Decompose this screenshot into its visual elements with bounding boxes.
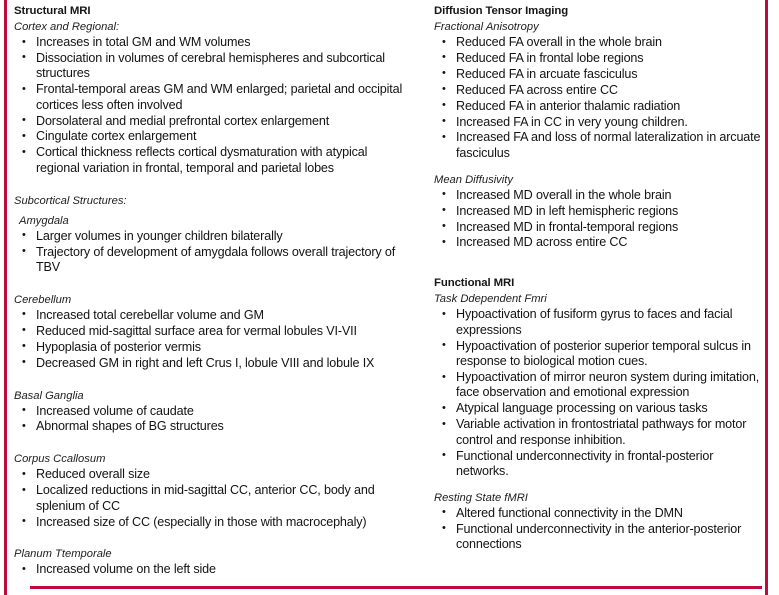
list-cortex-and-regional	[14, 35, 410, 176]
list-item: • Increased size of CC (especially in those with macrocephaly)	[14, 515, 410, 530]
list-item: • Increased volume on the left side	[14, 562, 410, 577]
list-item: • Cortical thickness reflects cortical dysmaturation with atypical regional variation in frontal, temporal and parietal lobes	[14, 145, 410, 176]
list-item: • Increased MD overall in the whole brain	[434, 188, 767, 203]
list-cerebellum	[14, 308, 410, 371]
spacer	[14, 177, 410, 194]
list-fractional-anisotropy	[434, 35, 767, 161]
subheading-basal-ganglia: Basal Ganglia	[14, 389, 84, 402]
list-item: • Frontal-temporal areas GM and WM enlarged; parietal and occipital cortices less often involved	[14, 82, 410, 113]
subheading-mean-diffusivity: Mean Diffusivity	[434, 173, 513, 186]
list-corpus-callosum	[14, 467, 410, 530]
list-item: • Hypoplasia of posterior vermis	[14, 340, 410, 355]
list-resting-state-fmri	[434, 506, 767, 553]
list-item: • Atypical language processing on various tasks	[434, 401, 767, 416]
list-item: • Variable activation in frontostriatal pathways for motor control and response inhibition.	[434, 417, 767, 448]
list-item: • Abnormal shapes of BG structures	[14, 419, 410, 434]
subheading-fractional-anisotropy: Fractional Anisotropy	[434, 21, 539, 33]
section-heading-structural-mri: Structural MRI	[14, 5, 91, 17]
list-item: • Altered functional connectivity in the DMN	[434, 506, 767, 521]
list-item: • Decreased GM in right and left Crus I, lobule VIII and lobule IX	[14, 356, 410, 371]
subheading-cortex-and-regional: Cortex and Regional:	[14, 21, 120, 33]
list-item: • Localized reductions in mid-sagittal CC, anterior CC, body and splenium of CC	[14, 483, 410, 514]
subheading-task-dependent-fmri: Task Ddependent Fmri	[434, 293, 547, 306]
list-item: • Hypoactivation of mirror neuron system during imitation, face observation and emotional expression	[434, 370, 767, 401]
list-item: • Reduced FA overall in the whole brain	[434, 35, 767, 50]
list-item: • Hypoactivation of fusiform gyrus to faces and facial expressions	[434, 307, 767, 338]
subheading-subcortical-structures: Subcortical Structures:	[14, 194, 127, 207]
list-item: • Increased FA in CC in very young children.	[434, 115, 767, 130]
spacer	[434, 162, 767, 173]
subheading-resting-state-fmri: Resting State fMRI	[434, 491, 528, 504]
list-item: • Larger volumes in younger children bilaterally	[14, 229, 410, 244]
spacer	[434, 480, 767, 491]
spacer	[14, 435, 410, 452]
list-item: • Increased volume of caudate	[14, 404, 410, 419]
list-item: • Reduced FA in anterior thalamic radiation	[434, 99, 767, 114]
list-item: • Increased total cerebellar volume and GM	[14, 308, 410, 323]
list-item: • Hypoactivation of posterior superior temporal sulcus in response to biological motion cues.	[434, 339, 767, 370]
list-item: • Trajectory of development of amygdala follows overall trajectory of TBV	[14, 245, 410, 276]
list-item: • Reduced overall size	[14, 467, 410, 482]
right-column	[416, 0, 779, 595]
list-item: • Increased FA and loss of normal lateralization in arcuate fasciculus	[434, 130, 767, 161]
list-item: • Reduced FA in arcuate fasciculus	[434, 67, 767, 82]
list-item: • Cingulate cortex enlargement	[14, 129, 410, 144]
list-item: • Functional underconnectivity in frontal-posterior networks.	[434, 449, 767, 480]
section-heading-functional-mri: Functional MRI	[434, 277, 515, 290]
spacer	[14, 372, 410, 389]
list-item: • Functional underconnectivity in the anterior-posterior connections	[434, 522, 767, 553]
list-item: • Increased MD in frontal-temporal regions	[434, 220, 767, 235]
spacer	[434, 251, 767, 276]
list-basal-ganglia	[14, 404, 410, 435]
subheading-planum-temporale: Planum Ttemporale	[14, 548, 112, 561]
list-mean-diffusivity	[434, 188, 767, 251]
list-planum-temporale	[14, 562, 410, 577]
spacer	[14, 276, 410, 293]
list-item: • Dorsolateral and medial prefrontal cortex enlargement	[14, 114, 410, 129]
subheading-cerebellum: Cerebellum	[14, 293, 72, 306]
subheading-amygdala: Amygdala	[19, 214, 69, 227]
list-item: • Increased MD in left hemispheric regions	[434, 204, 767, 219]
list-amygdala	[14, 229, 410, 276]
spacer	[14, 530, 410, 547]
subheading-corpus-callosum: Corpus Ccallosum	[14, 453, 106, 466]
list-item: • Increases in total GM and WM volumes	[14, 35, 410, 50]
list-item: • Increased MD across entire CC	[434, 235, 767, 250]
list-item: • Reduced FA across entire CC	[434, 83, 767, 98]
list-item: • Dissociation in volumes of cerebral hemispheres and subcortical structures	[14, 51, 410, 82]
list-task-dependent-fmri	[434, 307, 767, 479]
list-item: • Reduced FA in frontal lobe regions	[434, 51, 767, 66]
list-item: • Reduced mid-sagittal surface area for vermal lobules VI-VII	[14, 324, 410, 339]
section-heading-diffusion-tensor-imaging: Diffusion Tensor Imaging	[434, 5, 569, 17]
